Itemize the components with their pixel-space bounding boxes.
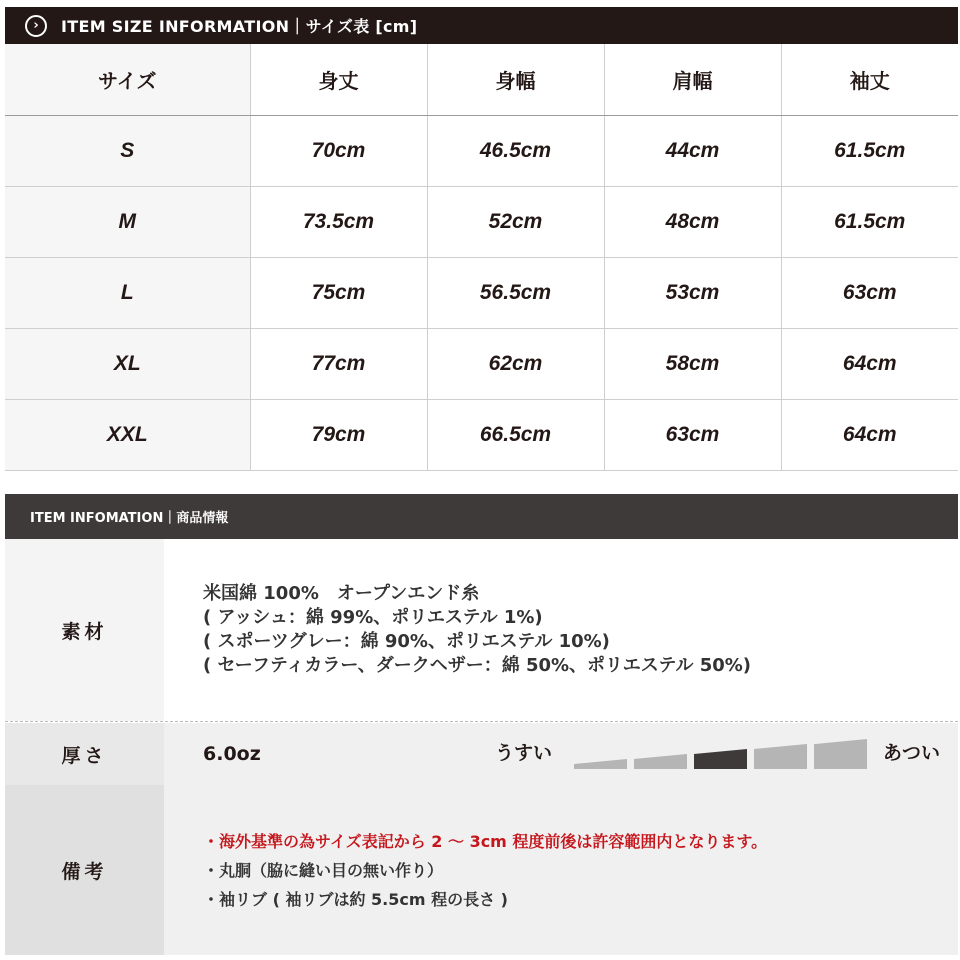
size-table-header-row bbox=[5, 44, 958, 115]
table-cell: 64cm bbox=[781, 399, 958, 470]
table-cell: 63cm bbox=[604, 399, 781, 470]
note-line: ・袖リブ ( 袖リブは約 5.5cm 程の長さ ) bbox=[203, 889, 508, 909]
notes-label: 備考 bbox=[5, 785, 164, 955]
thickness-bar-4 bbox=[754, 744, 807, 769]
note-line: ・丸胴（脇に縫い目の無い作り） bbox=[203, 860, 444, 880]
size-cell: XL bbox=[5, 328, 250, 399]
thickness-label: 厚さ bbox=[5, 723, 164, 785]
column-header-sleeve: 袖丈 bbox=[781, 44, 958, 115]
size-cell: L bbox=[5, 257, 250, 328]
table-cell: 75cm bbox=[250, 257, 427, 328]
table-row bbox=[5, 115, 958, 186]
material-line: ( セーフティカラー、ダークヘザー：綿 50%、ポリエステル 50%) bbox=[203, 655, 752, 676]
notes-value bbox=[203, 785, 958, 955]
column-header-shoulder: 肩幅 bbox=[604, 44, 781, 115]
table-cell: 58cm bbox=[604, 328, 781, 399]
table-row bbox=[5, 399, 958, 470]
material-row bbox=[5, 539, 958, 722]
size-cell: XXL bbox=[5, 399, 250, 470]
table-cell: 56.5cm bbox=[427, 257, 604, 328]
table-cell: 79cm bbox=[250, 399, 427, 470]
table-cell: 70cm bbox=[250, 115, 427, 186]
material-line: 米国綿 100% オープンエンド糸 bbox=[203, 583, 480, 604]
note-line-highlight: ・海外基準の為サイズ表記から 2 ～ 3cm 程度前後は許容範囲内となります。 bbox=[203, 831, 768, 851]
column-header-size: サイズ bbox=[5, 44, 250, 115]
table-cell: 48cm bbox=[604, 186, 781, 257]
table-row bbox=[5, 257, 958, 328]
table-cell: 64cm bbox=[781, 328, 958, 399]
thick-label: あつい bbox=[883, 742, 941, 764]
info-section-header: ITEM INFOMATION｜商品情報 bbox=[5, 494, 958, 539]
thickness-value: 6.0oz bbox=[203, 743, 261, 765]
chevron-right-circle-icon: › bbox=[25, 15, 47, 37]
thickness-row bbox=[5, 723, 958, 785]
thickness-bar-3 bbox=[694, 749, 747, 769]
table-cell: 44cm bbox=[604, 115, 781, 186]
table-cell: 73.5cm bbox=[250, 186, 427, 257]
table-cell: 53cm bbox=[604, 257, 781, 328]
size-section-header bbox=[5, 7, 958, 44]
column-header-width: 身幅 bbox=[427, 44, 604, 115]
size-section-title: ITEM SIZE INFORMATION｜サイズ表 [cm] bbox=[61, 17, 418, 36]
thickness-bar-5 bbox=[814, 739, 867, 769]
thin-label: うすい bbox=[495, 742, 553, 764]
table-cell: 46.5cm bbox=[427, 115, 604, 186]
table-cell: 61.5cm bbox=[781, 186, 958, 257]
table-cell: 66.5cm bbox=[427, 399, 604, 470]
thickness-bar-2 bbox=[634, 754, 687, 769]
table-cell: 63cm bbox=[781, 257, 958, 328]
material-label: 素材 bbox=[5, 539, 164, 721]
table-row bbox=[5, 328, 958, 399]
material-line: ( アッシュ：綿 99%、ポリエステル 1%) bbox=[203, 607, 543, 628]
table-cell: 77cm bbox=[250, 328, 427, 399]
size-table bbox=[5, 44, 958, 471]
thickness-value-area bbox=[203, 723, 958, 785]
notes-row bbox=[5, 785, 958, 955]
column-header-length: 身丈 bbox=[250, 44, 427, 115]
size-cell: S bbox=[5, 115, 250, 186]
material-line: ( スポーツグレー：綿 90%、ポリエステル 10%) bbox=[203, 631, 610, 652]
size-cell: M bbox=[5, 186, 250, 257]
thickness-bar-1 bbox=[574, 759, 627, 769]
table-cell: 62cm bbox=[427, 328, 604, 399]
material-value bbox=[203, 539, 958, 721]
table-cell: 61.5cm bbox=[781, 115, 958, 186]
table-cell: 52cm bbox=[427, 186, 604, 257]
table-row bbox=[5, 186, 958, 257]
